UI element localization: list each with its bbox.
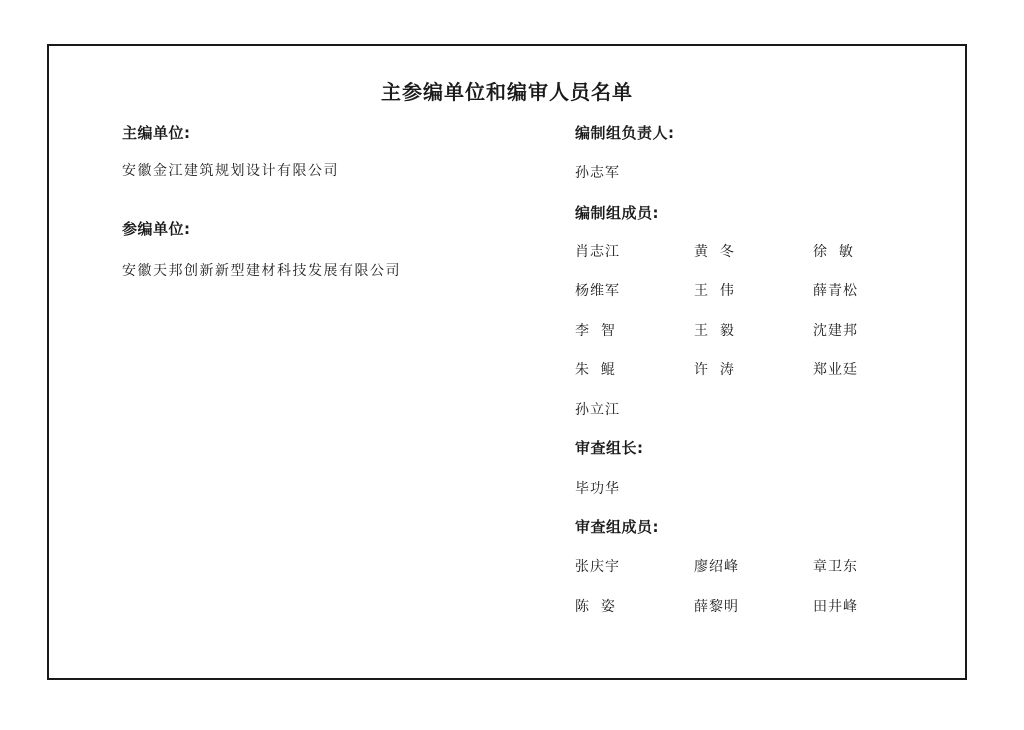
member-name: 黄 冬 (694, 244, 735, 260)
review-member-name: 廖绍峰 (694, 559, 739, 575)
review-member-name: 薛黎明 (694, 599, 739, 615)
member-name: 沈建邦 (813, 323, 858, 339)
document-frame (47, 44, 967, 680)
member-name: 杨维军 (575, 283, 620, 299)
members-heading: 编制组成员: (575, 204, 659, 222)
review-members-heading: 审查组成员: (575, 518, 659, 536)
member-name: 孙立江 (575, 402, 620, 418)
review-leader-heading: 审查组长: (575, 439, 644, 457)
participating-unit-heading: 参编单位: (122, 220, 191, 238)
chief-unit-heading: 主编单位: (122, 124, 191, 142)
member-name: 王 伟 (694, 283, 735, 299)
review-member-name: 田井峰 (813, 599, 858, 615)
participating-unit-name: 安徽天邦创新新型建材科技发展有限公司 (122, 263, 401, 279)
group-leader-heading: 编制组负责人: (575, 124, 675, 142)
review-leader-name: 毕功华 (575, 481, 620, 497)
member-name: 朱 鲲 (575, 362, 616, 378)
member-name: 徐 敏 (813, 244, 854, 260)
review-member-name: 陈 姿 (575, 599, 616, 615)
group-leader-name: 孙志军 (575, 165, 620, 181)
member-name: 许 涛 (694, 362, 735, 378)
page-title: 主参编单位和编审人员名单 (381, 80, 633, 104)
member-name: 薛青松 (813, 283, 858, 299)
review-member-name: 张庆宇 (575, 559, 620, 575)
review-member-name: 章卫东 (813, 559, 858, 575)
member-name: 肖志江 (575, 244, 620, 260)
member-name: 李 智 (575, 323, 616, 339)
member-name: 郑业廷 (813, 362, 858, 378)
member-name: 王 毅 (694, 323, 735, 339)
chief-unit-name: 安徽金江建筑规划设计有限公司 (122, 163, 339, 179)
